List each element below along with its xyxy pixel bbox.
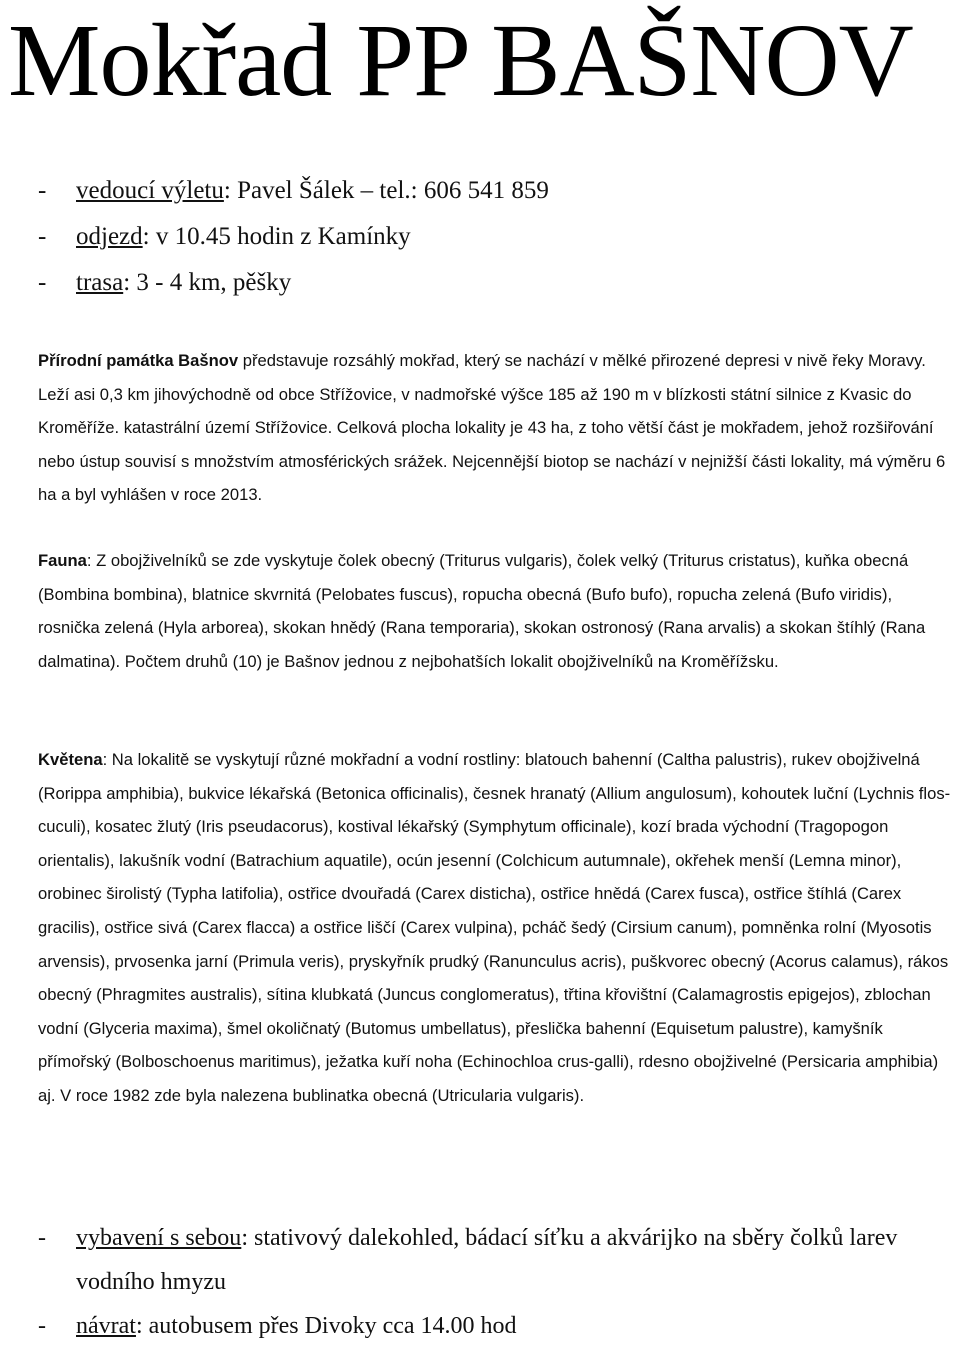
fauna-text: : Z obojživelníků se zde vyskytuje čolek obecný (Triturus vulgaris), čolek velký (Triturus cristatus), kuňka obecná (Bombina bombina), blatnice skvrnitá (Pelobates fuscus), ropucha obecná (Bufo bufo), ropucha zelená (Bufo viridis), rosnička zelená (Hyla arborea), skokan hnědý (Rana temporaria), skokan ostronosý (Rana arvalis) a skokan štíhlý (Rana dalmatina). Počtem druhů (10) je Bašnov jednou z nejbohatších lokalit obojživelníků na Kroměřížsku.: [38, 551, 926, 671]
equipment-label: vybavení s sebou: [76, 1225, 242, 1251]
fauna-paragraph: [38, 544, 954, 678]
trip-info-list: [38, 174, 549, 312]
list-dash: -: [38, 1225, 46, 1251]
list-item: [38, 1216, 936, 1304]
departure-value: : v 10.45 hodin z Kamínky: [142, 223, 411, 250]
page-title: Mokřad PP BAŠNOV: [8, 3, 913, 118]
list-item: [38, 220, 549, 266]
list-dash: -: [38, 177, 47, 204]
list-item: [38, 266, 549, 312]
equipment-value: : stativový dalekohled, bádací síťku a akvárijko na sběry čolků larev vodního hmyzu: [76, 1225, 898, 1295]
list-item: [38, 174, 549, 220]
flora-paragraph: [38, 743, 954, 1113]
intro-paragraph: [38, 344, 954, 512]
trip-leader-value: : Pavel Šálek – tel.: 606 541 859: [223, 177, 549, 204]
return-label: návrat: [76, 1313, 136, 1339]
departure-label: odjezd: [76, 223, 143, 250]
fauna-heading: Fauna: [38, 551, 87, 570]
flora-heading: Květena: [38, 750, 103, 769]
intro-text: představuje rozsáhlý mokřad, který se nachází v mělké přirozené depresi v nivě řeky Moravy. Leží asi 0,3 km jihovýchodně od obce Střížovice, v nadmořské výšce 185 až 190 m v blízkosti státní silnice z Kvasic do Kroměříže. katastrální území Střížovice. Celková plocha lokality je 43 ha, z toho větší část je mokřadem, jehož rozšiřování nebo ústup souvisí s množstvím atmosférických srážek. Nejcennější biotop se nachází v nejnižší části lokality, má výměru 6 ha a byl vyhlášen v roce 2013.: [38, 351, 946, 505]
list-dash: -: [38, 1313, 46, 1339]
trip-bottom-info-list: [38, 1216, 936, 1348]
flora-text: : Na lokalitě se vyskytují různé mokřadní a vodní rostliny: blatouch bahenní (Caltha palustris), rukev obojživelná (Rorippa amphibia), bukvice lékařská (Betonica officinalis), česnek hranatý (Allium angulosum), kohoutek luční (Lychnis flos-cuculi), kosatec žlutý (Iris pseudacorus), kostival lékařský (Symphytum officinale), kozí brada východní (Tragopogon orientalis), lakušník vodní (Batrachium aquatile), ocún jesenní (Colchicum autumnale), okřehek menší (Lemna minor), orobinec širolistý (Typha latifolia), ostřice dvouřadá (Carex disticha), ostřice hnědá (Carex fusca), ostřice štíhlá (Carex gracilis), ostřice sivá (Carex flacca) a ostřice liščí (Carex vulpina), pcháč šedý (Cirsium canum), pomněnka rolní (Myosotis arvensis), prvosenka jarní (Primula veris), pryskyřník prudký (Ranunculus acris), puškvorec obecný (Acorus calamus), rákos obecný (Phragmites australis), sítina klubkatá (Juncus conglomeratus), třtina křovištní (Calamagrostis epigejos), zblochan vodní (Glyceria maxima), šmel okoličnatý (Butomus umbellatus), přeslička bahenní (Equisetum palustre), kamyšník přímořský (Bolboschoenus maritimus), ježatka kuří noha (Echinochloa crus-galli), rdesno obojživelné (Persicaria amphibia) aj. V roce 1982 zde byla nalezena bublinatka obecná (Utricularia vulgaris).: [38, 750, 951, 1105]
intro-bold-lead: Přírodní památka Bašnov: [38, 351, 239, 370]
route-label: trasa: [76, 269, 124, 296]
list-dash: -: [38, 269, 47, 296]
trip-leader-label: vedoucí výletu: [76, 177, 224, 204]
return-value: : autobusem přes Divoky cca 14.00 hod: [135, 1313, 517, 1339]
route-value: : 3 - 4 km, pěšky: [123, 269, 292, 296]
list-dash: -: [38, 223, 47, 250]
list-item: [38, 1304, 936, 1348]
